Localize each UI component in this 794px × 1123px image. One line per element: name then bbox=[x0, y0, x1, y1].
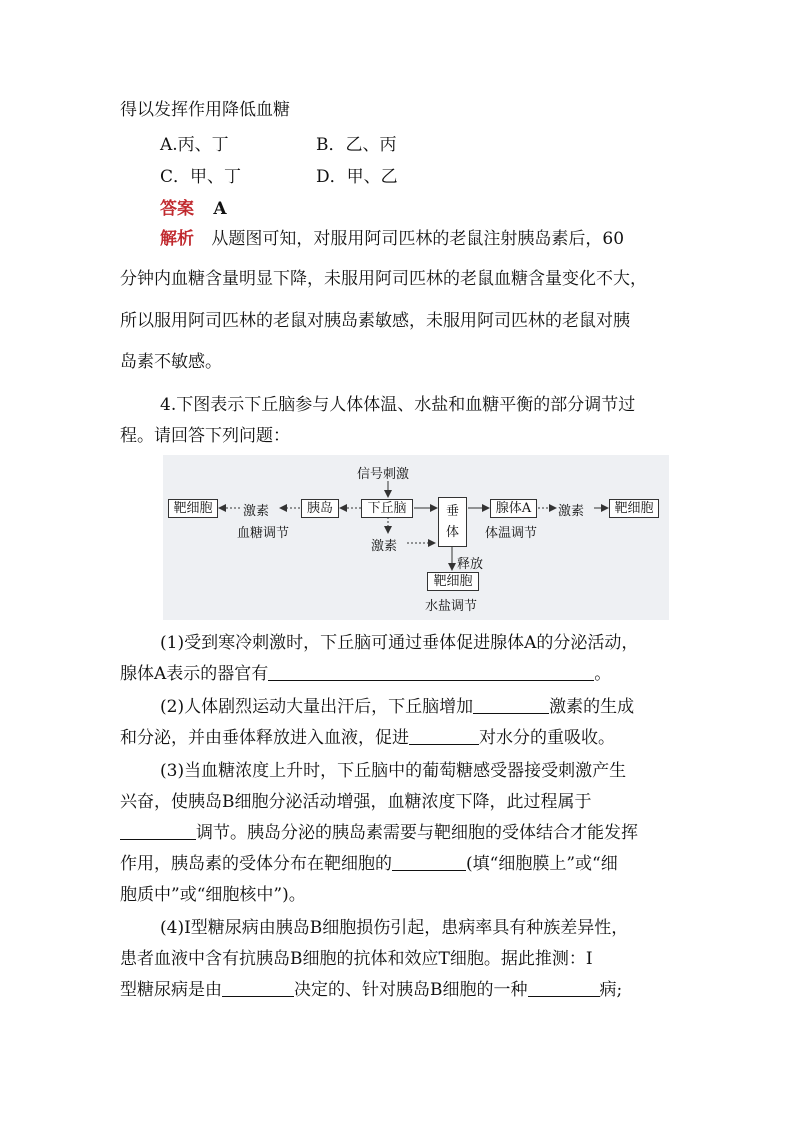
question-2-line bbox=[120, 727, 615, 749]
question-1-text: 腺体A表示的器官有 bbox=[120, 664, 269, 684]
question-1-line: (1)受到寒冷刺激时，下丘脑可通过垂体促进腺体A的分泌活动， bbox=[160, 633, 639, 653]
question-4-line: 患者血液中含有抗胰岛B细胞的抗体和效应T细胞。据此推测：Ⅰ bbox=[120, 949, 593, 969]
option-a: A.丙、丁 bbox=[160, 135, 229, 155]
analysis-line: 分钟内血糖含量明显下降，未服用阿司匹林的老鼠血糖含量变化不大， bbox=[120, 269, 647, 289]
question-4-line: (4)Ⅰ型糖尿病由胰岛B细胞损伤引起，患病率具有种族差异性， bbox=[160, 918, 629, 938]
text-line: 得以发挥作用降低血糖 bbox=[120, 100, 290, 120]
option-c: C．甲、丁 bbox=[160, 167, 242, 187]
question-4-text: 决定的、针对胰岛B细胞的一种 bbox=[294, 980, 528, 1000]
hormone-label-mid: 激素 bbox=[371, 539, 398, 554]
body-temp-label: 体温调节 bbox=[485, 526, 538, 541]
question-3-line bbox=[120, 853, 618, 875]
target-cell-box-left: 靶细胞 bbox=[168, 499, 218, 518]
answer-blank[interactable] bbox=[392, 854, 466, 871]
question-2-text: 激素的生成 bbox=[549, 697, 635, 717]
signal-label: 信号刺激 bbox=[357, 467, 410, 482]
question-2-text: 和分泌，并由垂体释放进入血液，促进 bbox=[120, 728, 409, 748]
analysis-line bbox=[160, 228, 624, 250]
answer-blank[interactable] bbox=[268, 664, 594, 681]
question-2-line bbox=[160, 696, 634, 718]
question-stem: 程。请回答下列问题： bbox=[120, 426, 290, 446]
question-1-end: 。 bbox=[594, 664, 612, 684]
question-3-line: 胞质中”或“细胞核中”)。 bbox=[120, 885, 306, 905]
answer-line bbox=[160, 194, 227, 219]
gland-a-box: 腺体A bbox=[490, 499, 537, 518]
question-3-text: (填“细胞膜上”或“细 bbox=[466, 854, 618, 874]
answer-blank[interactable] bbox=[528, 980, 600, 997]
question-1-line bbox=[120, 663, 611, 685]
question-4-text: 病; bbox=[599, 980, 623, 1000]
regulation-diagram bbox=[163, 455, 669, 620]
islet-box: 胰岛 bbox=[301, 499, 339, 518]
hormone-label-right: 激素 bbox=[558, 504, 585, 519]
release-label: 释放 bbox=[457, 557, 484, 572]
question-stem: 4.下图表示下丘脑参与人体体温、水盐和血糖平衡的部分调节过 bbox=[160, 395, 636, 415]
question-4-line bbox=[120, 979, 622, 1001]
question-3-line: (3)当血糖浓度上升时，下丘脑中的葡萄糖感受器接受刺激产生 bbox=[160, 761, 627, 781]
answer-value: A bbox=[213, 199, 227, 219]
target-cell-box-bottom: 靶细胞 bbox=[427, 572, 479, 591]
answer-blank[interactable] bbox=[473, 697, 549, 714]
answer-blank[interactable] bbox=[409, 728, 479, 745]
answer-label: 答案 bbox=[160, 199, 194, 219]
target-cell-box-right: 靶细胞 bbox=[609, 499, 659, 518]
analysis-line: 所以服用阿司匹林的老鼠对胰岛素敏感，未服用阿司匹林的老鼠对胰 bbox=[120, 311, 630, 331]
question-3-text: 调节。胰岛分泌的胰岛素需要与靶细胞的受体结合才能发挥 bbox=[196, 823, 638, 843]
question-4-text: 型糖尿病是由 bbox=[120, 980, 222, 1000]
option-b: B．乙、丙 bbox=[316, 135, 397, 155]
hormone-label-left: 激素 bbox=[243, 504, 270, 519]
question-2-text: (2)人体剧烈运动大量出汗后，下丘脑增加 bbox=[160, 697, 474, 717]
question-2-text: 对水分的重吸收。 bbox=[479, 728, 615, 748]
hypothalamus-box: 下丘脑 bbox=[361, 499, 413, 518]
answer-blank[interactable] bbox=[222, 980, 294, 997]
question-3-line bbox=[120, 822, 638, 844]
analysis-line: 岛素不敏感。 bbox=[120, 352, 222, 372]
analysis-label: 解析 bbox=[160, 229, 194, 249]
blood-sugar-label: 血糖调节 bbox=[237, 526, 290, 541]
question-3-line: 兴奋，使胰岛B细胞分泌活动增强，血糖浓度下降，此过程属于 bbox=[120, 792, 592, 812]
question-3-text: 作用，胰岛素的受体分布在靶细胞的 bbox=[120, 854, 392, 874]
pituitary-box bbox=[438, 497, 467, 547]
answer-blank[interactable] bbox=[120, 823, 196, 840]
water-salt-label: 水盐调节 bbox=[425, 599, 478, 614]
option-d: D．甲、乙 bbox=[316, 167, 398, 187]
analysis-text: 从题图可知，对服用阿司匹林的老鼠注射胰岛素后，60 bbox=[211, 229, 625, 249]
pituitary-label: 垂体 bbox=[445, 504, 459, 540]
